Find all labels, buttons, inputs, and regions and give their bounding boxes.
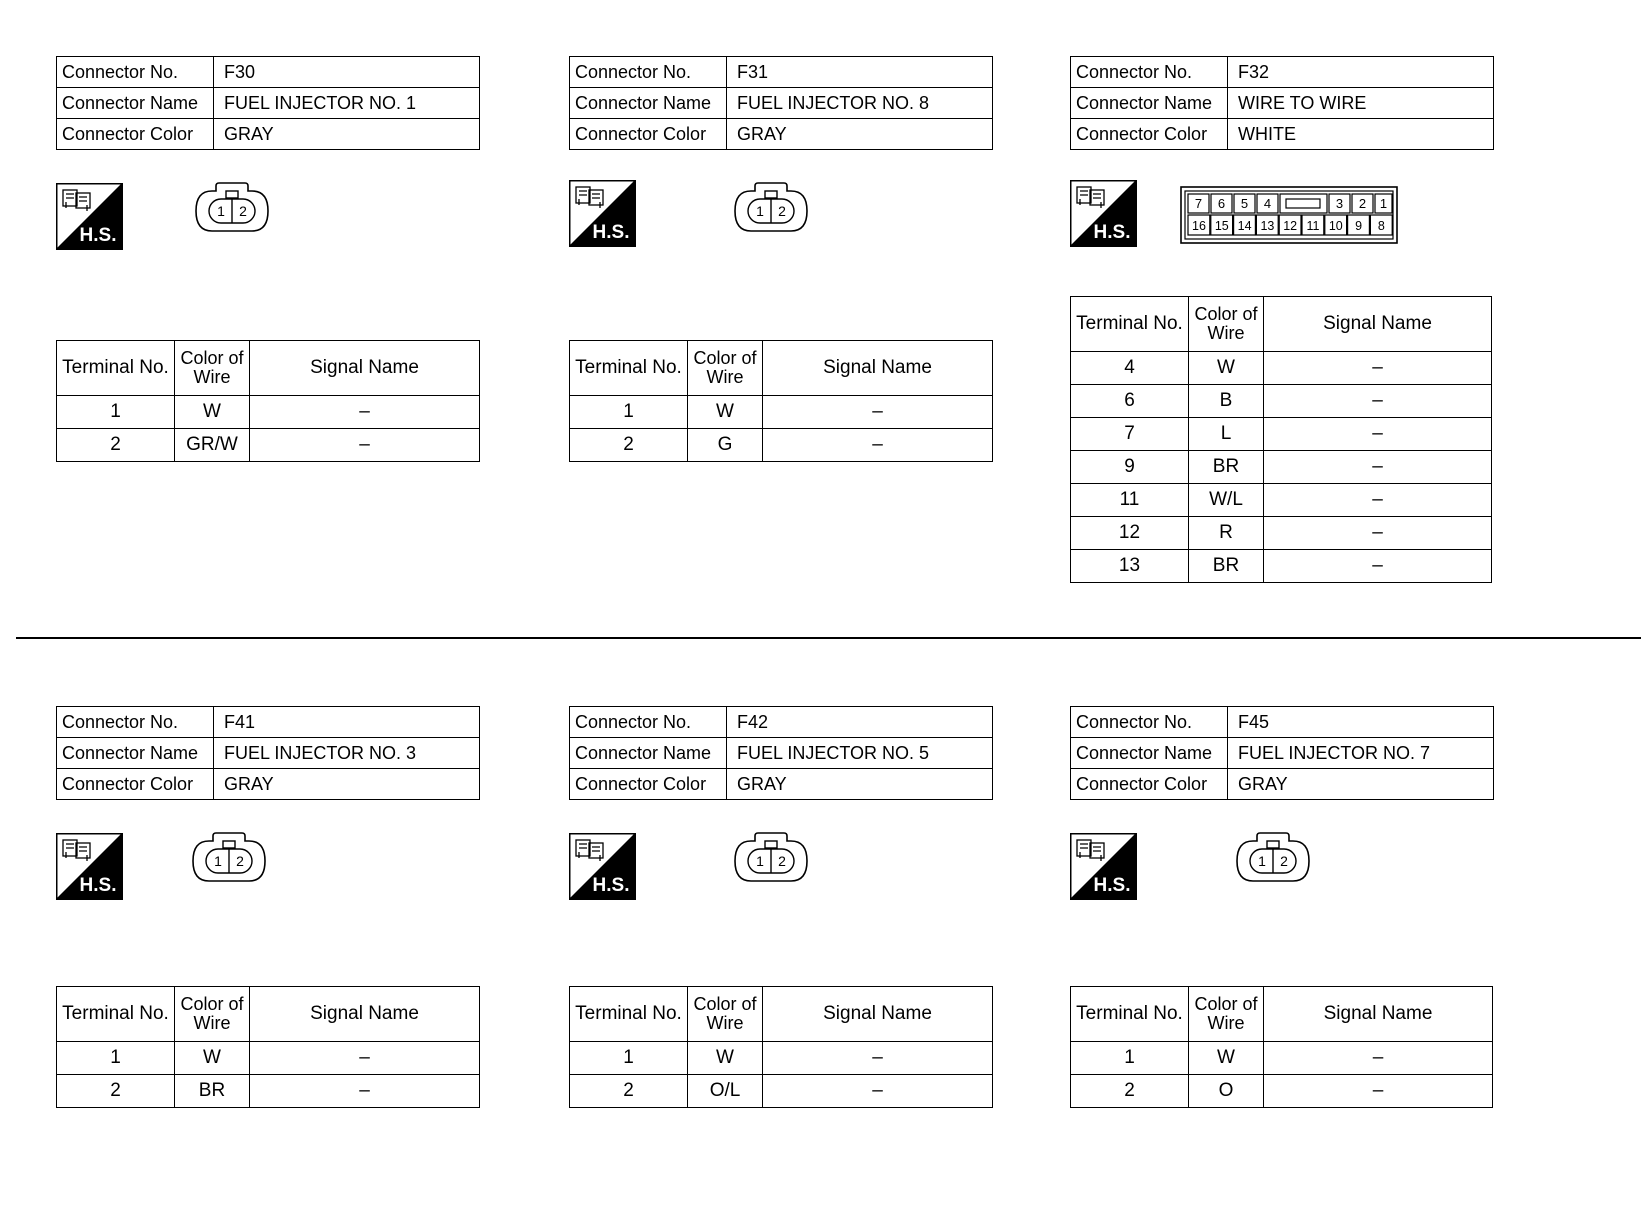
signal-name-header: Signal Name [763,987,993,1042]
connector-name-row [1071,738,1494,769]
pin-label: 13 [1260,219,1275,233]
terminal-no-cell: 2 [57,429,175,462]
table-row [1071,418,1492,451]
wire-color-cell: W [1189,352,1264,385]
table-row [1071,1075,1493,1108]
connector-color-label: Connector Color [1071,769,1228,800]
terminal-no-cell: 6 [1071,385,1189,418]
connector-color-row [1071,119,1494,150]
pin-label: 1 [1379,196,1388,211]
connector-color-label: Connector Color [1071,119,1228,150]
connector-face-diagram [733,832,809,889]
terminal-no-header: Terminal No. [1071,297,1189,352]
terminal-no-cell: 2 [1071,1075,1189,1108]
signal-name-cell: – [1264,517,1492,550]
wire-color-cell: GR/W [175,429,250,462]
hs-icon [56,833,123,905]
wire-color-cell: W/L [1189,484,1264,517]
wire-color-header-line1: Color of [1194,994,1258,1014]
signal-name-cell: – [250,1075,480,1108]
connector-name-value: FUEL INJECTOR NO. 5 [727,738,993,769]
connector-no-label: Connector No. [57,57,214,88]
terminal-no-header: Terminal No. [1071,987,1189,1042]
pin-label: 16 [1192,219,1206,233]
signal-name-cell: – [1264,1042,1493,1075]
connector-name-value: FUEL INJECTOR NO. 1 [214,88,480,119]
terminal-no-cell: 7 [1071,418,1189,451]
connector-color-row [570,119,993,150]
pin-label: 7 [1194,196,1203,211]
terminal-table-header [1071,987,1493,1042]
terminal-no-cell: 13 [1071,550,1189,583]
table-row [570,429,993,462]
connector-no-row [57,707,480,738]
pin-label: 10 [1328,219,1343,233]
signal-name-cell: – [250,1042,480,1075]
terminal-no-cell: 2 [570,429,688,462]
signal-name-cell: – [250,429,480,462]
signal-name-header: Signal Name [1264,987,1493,1042]
connector-color-label: Connector Color [57,769,214,800]
connector-no-label: Connector No. [1071,707,1228,738]
terminal-table [1070,986,1493,1108]
pin-label: 11 [1306,219,1320,233]
connector-info-table [1070,706,1494,800]
connector-name-label: Connector Name [570,738,727,769]
wire-color-header-line2: Wire [706,1013,744,1033]
pin-label: 1 [217,203,225,219]
terminal-table-header [1071,297,1492,352]
hs-label: H.S. [1093,875,1131,896]
hs-icon [56,183,123,255]
pin-label: 2 [236,853,244,869]
connector-name-label: Connector Name [57,738,214,769]
hs-label: H.S. [79,875,117,896]
terminal-no-cell: 1 [1071,1042,1189,1075]
connector-color-value: GRAY [214,119,480,150]
terminal-no-cell: 12 [1071,517,1189,550]
wire-color-cell: W [688,396,763,429]
table-row [57,1042,480,1075]
terminal-table-header [570,987,993,1042]
table-row [570,1075,993,1108]
connector-name-row [570,88,993,119]
pin-label: 2 [1358,196,1367,211]
terminal-table [1070,296,1492,583]
wire-color-cell: W [1189,1042,1264,1075]
terminal-no-header: Terminal No. [570,987,688,1042]
connector-info-table [1070,56,1494,150]
wire-color-header-line1: Color of [1194,304,1258,324]
pin-label: 1 [214,853,222,869]
connector-color-row [57,769,480,800]
wire-color-cell: O [1189,1075,1264,1108]
wire-color-cell: BR [1189,550,1264,583]
connector-color-label: Connector Color [570,119,727,150]
connector-color-row [57,119,480,150]
signal-name-cell: – [1264,385,1492,418]
hs-label: H.S. [592,222,630,243]
connector-name-row [570,738,993,769]
terminal-no-cell: 1 [57,396,175,429]
hs-label: H.S. [1093,222,1131,243]
table-row [570,1042,993,1075]
pin-label: 2 [778,853,786,869]
wire-color-header [175,987,250,1042]
wire-color-header [1189,987,1264,1042]
table-row [1071,484,1492,517]
wire-color-cell: BR [175,1075,250,1108]
wire-color-cell: W [175,396,250,429]
signal-name-cell: – [250,396,480,429]
connector-no-value: F30 [214,57,480,88]
wire-color-header-line2: Wire [706,367,744,387]
signal-name-cell: – [1264,1075,1493,1108]
terminal-no-header: Terminal No. [570,341,688,396]
connector-no-row [570,57,993,88]
terminal-table [56,340,480,462]
connector-info-table [56,56,480,150]
wire-color-header [688,987,763,1042]
connector-no-row [570,707,993,738]
terminal-table-header [57,341,480,396]
terminal-table-header [57,987,480,1042]
pin-label: 1 [1258,853,1266,869]
pin-label: 9 [1355,219,1363,233]
connector-color-row [1071,769,1494,800]
connector-name-row [1071,88,1494,119]
wire-color-cell: W [175,1042,250,1075]
connector-name-value: FUEL INJECTOR NO. 8 [727,88,993,119]
connector-color-value: GRAY [727,769,993,800]
connector-no-value: F41 [214,707,480,738]
hs-icon [1070,180,1137,252]
pin-label: 5 [1240,196,1249,211]
connector-name-row [57,88,480,119]
pin-label: 4 [1263,196,1272,211]
table-row [57,396,480,429]
connector-name-value: WIRE TO WIRE [1228,88,1494,119]
wire-color-cell: O/L [688,1075,763,1108]
pin-label: 1 [756,203,764,219]
hs-label: H.S. [592,875,630,896]
terminal-no-cell: 11 [1071,484,1189,517]
connector-no-value: F32 [1228,57,1494,88]
connector-name-value: FUEL INJECTOR NO. 3 [214,738,480,769]
hs-label: H.S. [79,225,117,246]
pin-label: 14 [1237,219,1252,233]
signal-name-cell: – [1264,484,1492,517]
connector-color-value: WHITE [1228,119,1494,150]
pin-label: 15 [1214,219,1229,233]
wire-color-cell: L [1189,418,1264,451]
connector-color-label: Connector Color [570,769,727,800]
terminal-table [56,986,480,1108]
terminal-table-header [570,341,993,396]
connector-face-diagram [194,182,270,239]
terminal-table [569,986,993,1108]
connector-name-label: Connector Name [1071,738,1228,769]
connector-name-row [57,738,480,769]
connector-name-value: FUEL INJECTOR NO. 7 [1228,738,1494,769]
connector-no-value: F31 [727,57,993,88]
terminal-no-cell: 1 [570,1042,688,1075]
table-row [1071,1042,1493,1075]
wire-color-cell: W [688,1042,763,1075]
connector-color-value: GRAY [1228,769,1494,800]
wire-color-header-line2: Wire [193,1013,231,1033]
pin-label: 6 [1217,196,1226,211]
pin-label: 12 [1283,219,1298,233]
connector-no-label: Connector No. [57,707,214,738]
pin-label: 8 [1377,219,1385,233]
signal-name-cell: – [763,1075,993,1108]
terminal-no-cell: 4 [1071,352,1189,385]
connector-no-label: Connector No. [570,57,727,88]
hs-icon [1070,833,1137,905]
connector-no-row [1071,707,1494,738]
connector-name-label: Connector Name [570,88,727,119]
table-row [1071,517,1492,550]
connector-face-diagram [1235,832,1311,889]
connector-info-table [56,706,480,800]
wire-color-header-line1: Color of [693,348,757,368]
signal-name-header: Signal Name [1264,297,1492,352]
wire-color-header-line1: Color of [693,994,757,1014]
signal-name-header: Signal Name [250,987,480,1042]
connector-color-row [570,769,993,800]
connector-color-label: Connector Color [57,119,214,150]
connector-name-label: Connector Name [1071,88,1228,119]
connector-no-value: F45 [1228,707,1494,738]
wire-color-header-line2: Wire [1207,323,1245,343]
signal-name-header: Signal Name [763,341,993,396]
signal-name-cell: – [1264,352,1492,385]
table-row [57,1075,480,1108]
wire-color-header [175,341,250,396]
wire-color-header-line2: Wire [1207,1013,1245,1033]
connector-no-label: Connector No. [1071,57,1228,88]
connector-color-value: GRAY [727,119,993,150]
terminal-no-cell: 2 [570,1075,688,1108]
wire-color-header-line1: Color of [180,994,244,1014]
hs-icon [569,180,636,252]
connector-no-row [57,57,480,88]
connector-face-diagram [191,832,267,889]
terminal-table [569,340,993,462]
pin-label: 2 [778,203,786,219]
wire-color-header [1189,297,1264,352]
signal-name-cell: – [1264,550,1492,583]
terminal-no-cell: 2 [57,1075,175,1108]
signal-name-cell: – [763,396,993,429]
wire-color-header [688,341,763,396]
wire-color-cell: G [688,429,763,462]
connector-no-label: Connector No. [570,707,727,738]
connector-name-label: Connector Name [57,88,214,119]
section-divider [16,637,1641,639]
table-row [1071,550,1492,583]
table-row [570,396,993,429]
wire-color-cell: R [1189,517,1264,550]
connector-face-diagram [733,182,809,239]
connector-info-table [569,56,993,150]
pin-label: 2 [1280,853,1288,869]
pin-label: 2 [239,203,247,219]
table-row [1071,352,1492,385]
connector-no-value: F42 [727,707,993,738]
terminal-no-cell: 1 [57,1042,175,1075]
connector-color-value: GRAY [214,769,480,800]
connector-face-diagram [1180,186,1398,249]
signal-name-cell: – [763,429,993,462]
table-row [57,429,480,462]
terminal-no-header: Terminal No. [57,341,175,396]
connector-no-row [1071,57,1494,88]
terminal-no-cell: 1 [570,396,688,429]
wire-color-header-line1: Color of [180,348,244,368]
terminal-no-header: Terminal No. [57,987,175,1042]
signal-name-cell: – [1264,451,1492,484]
pin-label: 3 [1335,196,1344,211]
signal-name-cell: – [1264,418,1492,451]
pin-label: 1 [756,853,764,869]
hs-icon [569,833,636,905]
wire-color-header-line2: Wire [193,367,231,387]
wire-color-cell: BR [1189,451,1264,484]
signal-name-cell: – [763,1042,993,1075]
connector-info-table [569,706,993,800]
wire-color-cell: B [1189,385,1264,418]
signal-name-header: Signal Name [250,341,480,396]
table-row [1071,385,1492,418]
terminal-no-cell: 9 [1071,451,1189,484]
table-row [1071,451,1492,484]
